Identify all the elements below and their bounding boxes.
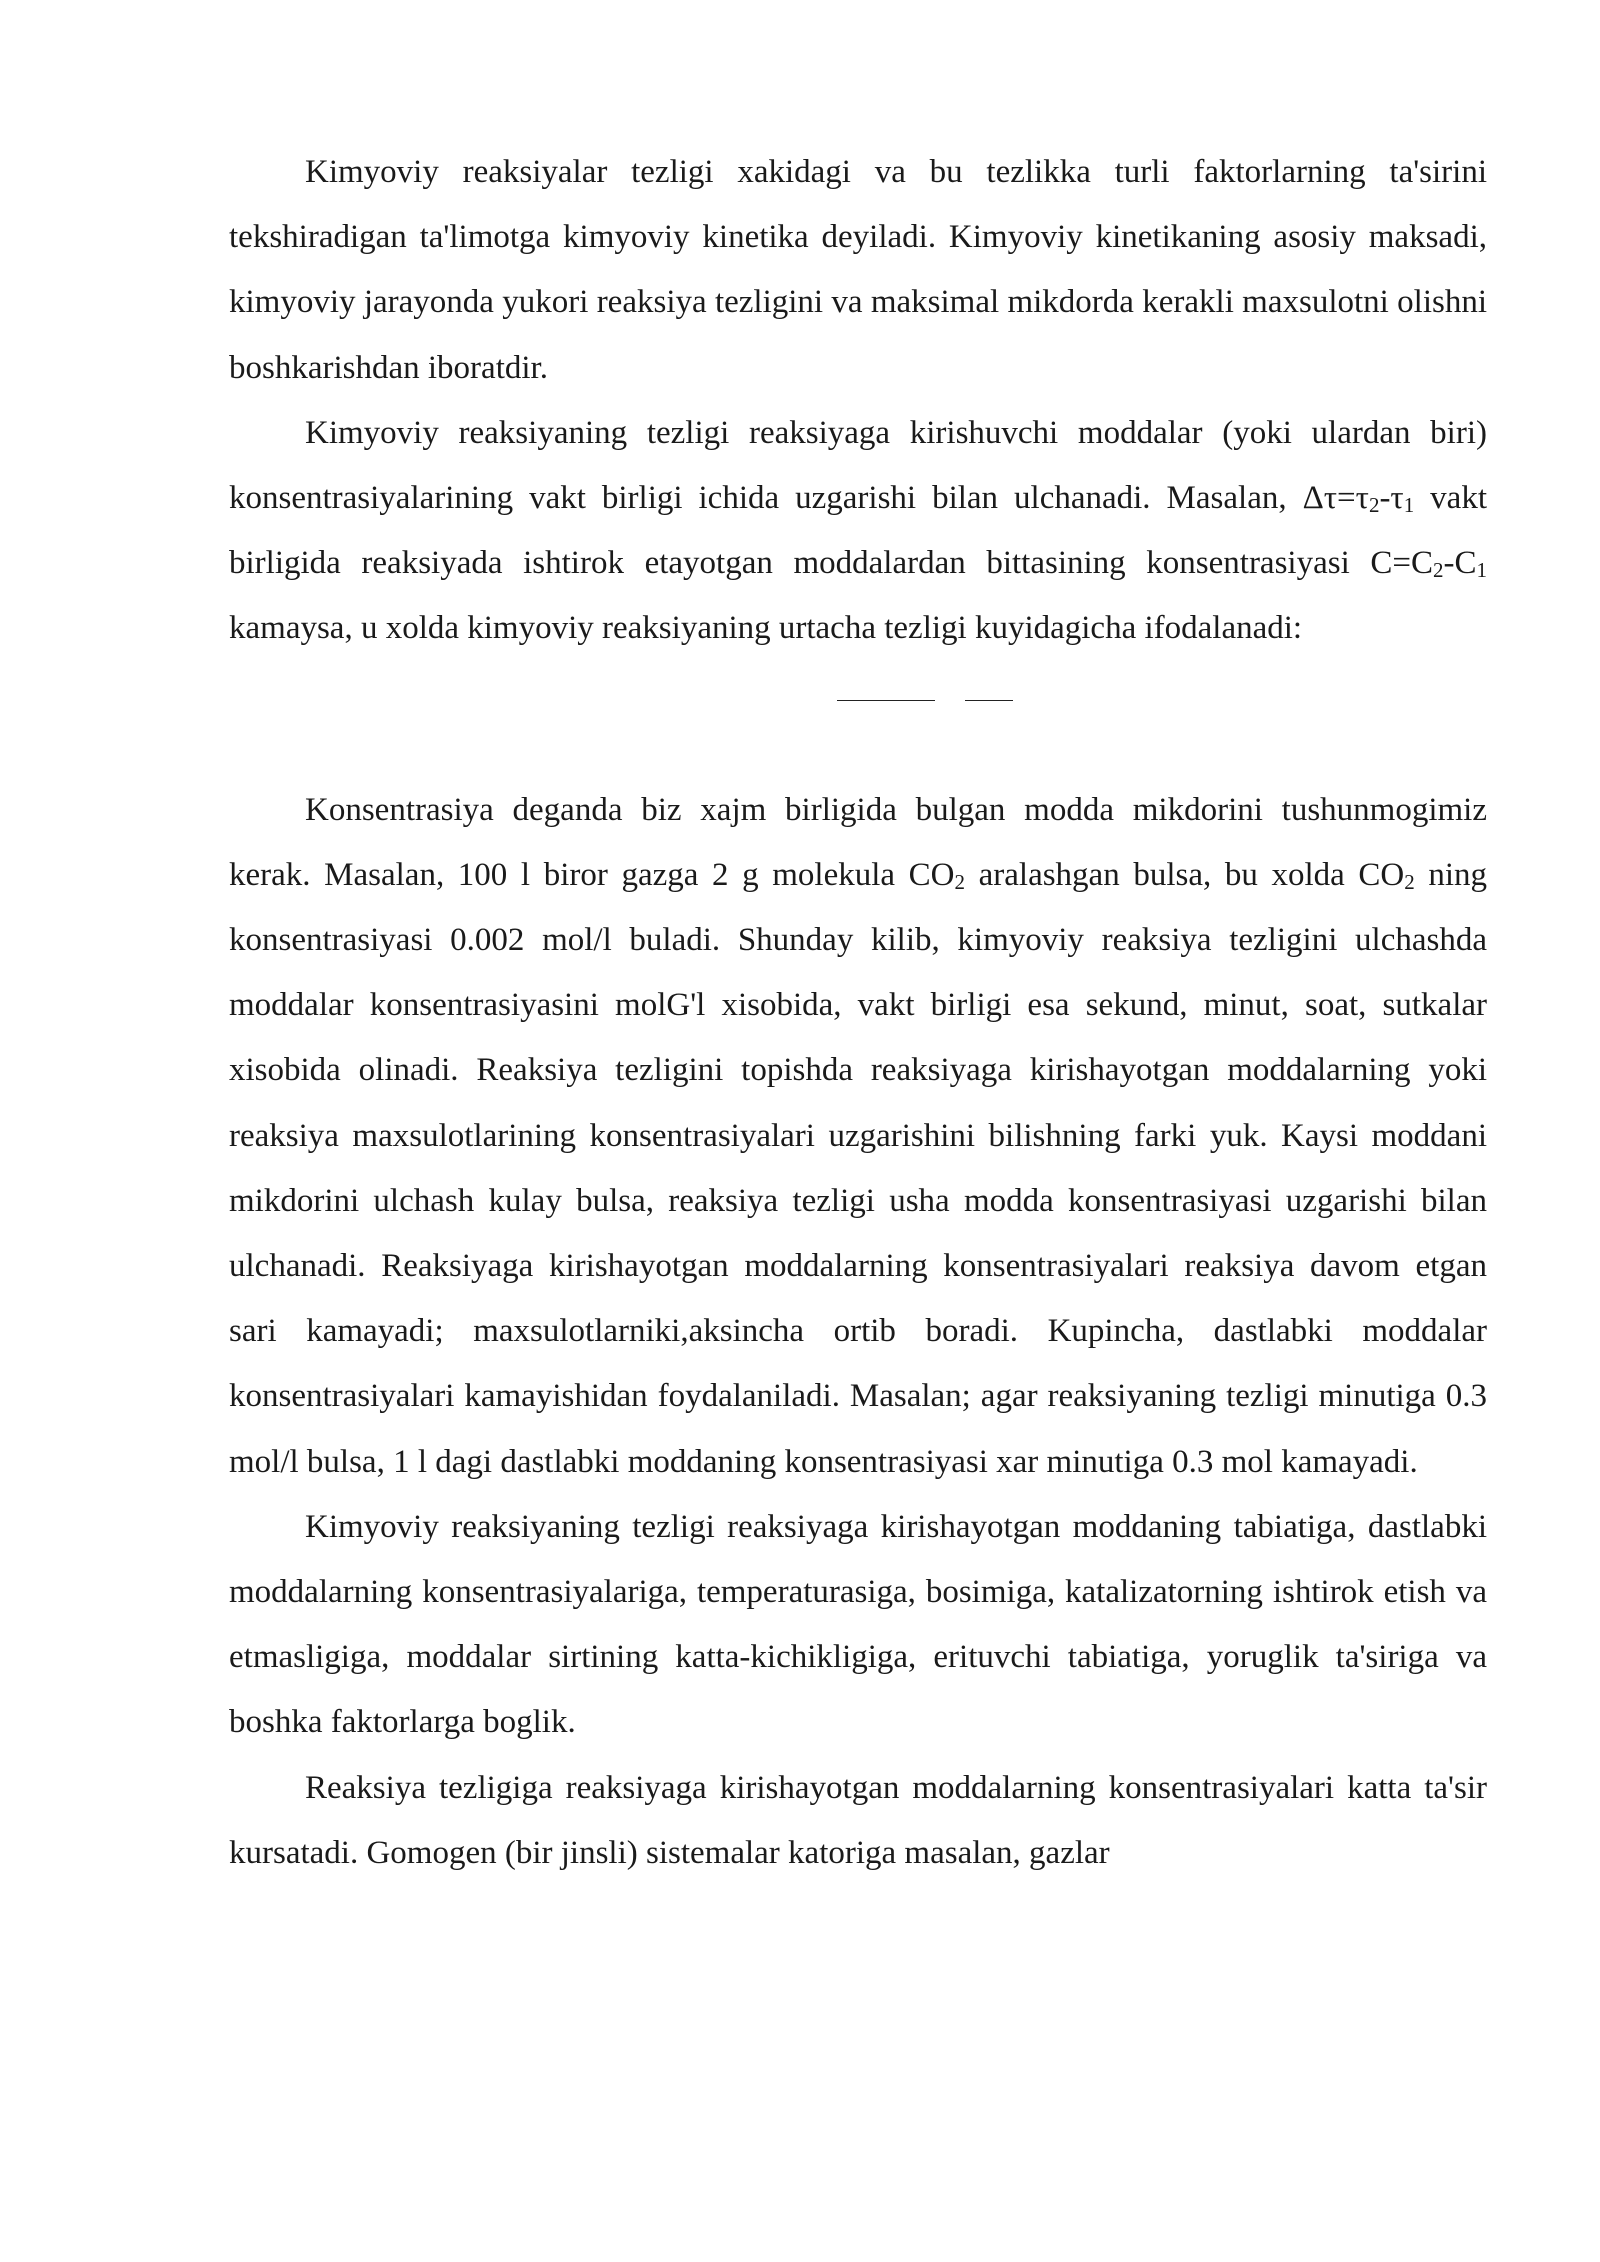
paragraph-chemical-kinetics-definition: Kimyoviy reaksiyalar tezligi xakidagi va bu tezlikka turli faktorlarning ta'sirini tekshiradigan ta'limotga kimyoviy kinetika deyiladi. Kimyoviy kinetikaning asosiy maksadi, kimyoviy jarayonda yukori reaksiya tezligini va maksimal mikdorda kerakli maxsulotni olishni boshkarishdan iboratdir.	[229, 154, 1487, 386]
text-run: ning konsentrasiyasi 0.002 mol/l buladi. Shunday kilib, kimyoviy reaksiya tezligini ulchashda moddalar konsentrasiyasini molG'l xisobida, vakt birligi esa sekund, minut, soat, sutkalar xisobida olinadi. Reaksiya tezligini topishda reaksiyaga kirishayotgan moddalarning yoki reaksiya maxsulotlarining konsentrasiyalari uzgarishini bilishning farki yuk. Kaysi moddani mikdorini ulchash kulay bulsa, reaksiya tezligi usha modda konsentrasiyasi uzgarishi bilan ulchanadi. Reaksiyaga kirishayotgan moddalarning konsentrasiyalari reaksiya davom etgan sari kamayadi; maxsulotlarniki,aksincha ortib boradi. Kupincha, dastlabki moddalar konsentrasiyalari kamayishidan foydalaniladi. Masalan; agar reaksiyaning tezligi minutiga 0.3 mol/l bulsa, 1 l dagi dastlabki moddaning konsentrasiyasi xar minutiga 0.3 mol kamayadi.	[229, 856, 1487, 1480]
subscript: 2	[954, 869, 965, 894]
subscript: 2	[1368, 493, 1380, 518]
text-run: Kimyoviy reaksiyaning tezligi reaksiyaga kirishuvchi moddalar (yoki ulardan biri) konsentrasiyalarining vakt birligi ichida uzgarishi bilan ulchanadi. Masalan, Δτ=τ	[229, 414, 1487, 517]
document-page	[229, 140, 1487, 1886]
subscript: 1	[1476, 558, 1487, 583]
paragraph-concentration-definition	[229, 778, 1487, 1495]
subscript: 2	[1404, 869, 1415, 894]
subscript: 1	[1403, 493, 1415, 518]
subscript: 2	[1433, 558, 1444, 583]
fraction-bar	[837, 700, 935, 701]
fraction-bar	[965, 700, 1013, 701]
average-rate-formula	[229, 662, 1487, 778]
text-run: -τ	[1379, 480, 1404, 517]
paragraph-concentration-effect: Reaksiya tezligiga reaksiyaga kirishayotgan moddalarning konsentrasiyalari katta ta'sir kursatadi. Gomogen (bir jinsli) sistemalar katoriga masalan, gazlar	[229, 1769, 1487, 1871]
paragraph-reaction-rate-measurement	[229, 401, 1487, 662]
text-run: -C	[1443, 545, 1477, 582]
text-run: Konsentrasiya deganda biz xajm birligida bulgan modda mikdorini tushunmogimiz kerak. Masalan, 100 l biror gazga 2 g molekula CO	[229, 791, 1487, 893]
paragraph-rate-factors: Kimyoviy reaksiyaning tezligi reaksiyaga kirishayotgan moddaning tabiatiga, dastlabki moddalarning konsentrasiyalariga, temperaturasiga, bosimiga, katalizatorning ishtirok etish va etmasligiga, moddalar sirtining katta-kichikligiga, erituvchi tabiatiga, yoruglik ta'siriga va boshka faktorlarga boglik.	[229, 1508, 1487, 1741]
text-run: kamaysa, u xolda kimyoviy reaksiyaning urtacha tezligi kuyidagicha ifodalanadi:	[229, 610, 1303, 647]
text-run: aralashgan bulsa, bu xolda CO	[965, 856, 1405, 893]
text-run: vakt birligida reaksiyada ishtirok etayotgan moddalardan bittasining konsentrasiyasi C=C	[229, 480, 1487, 582]
